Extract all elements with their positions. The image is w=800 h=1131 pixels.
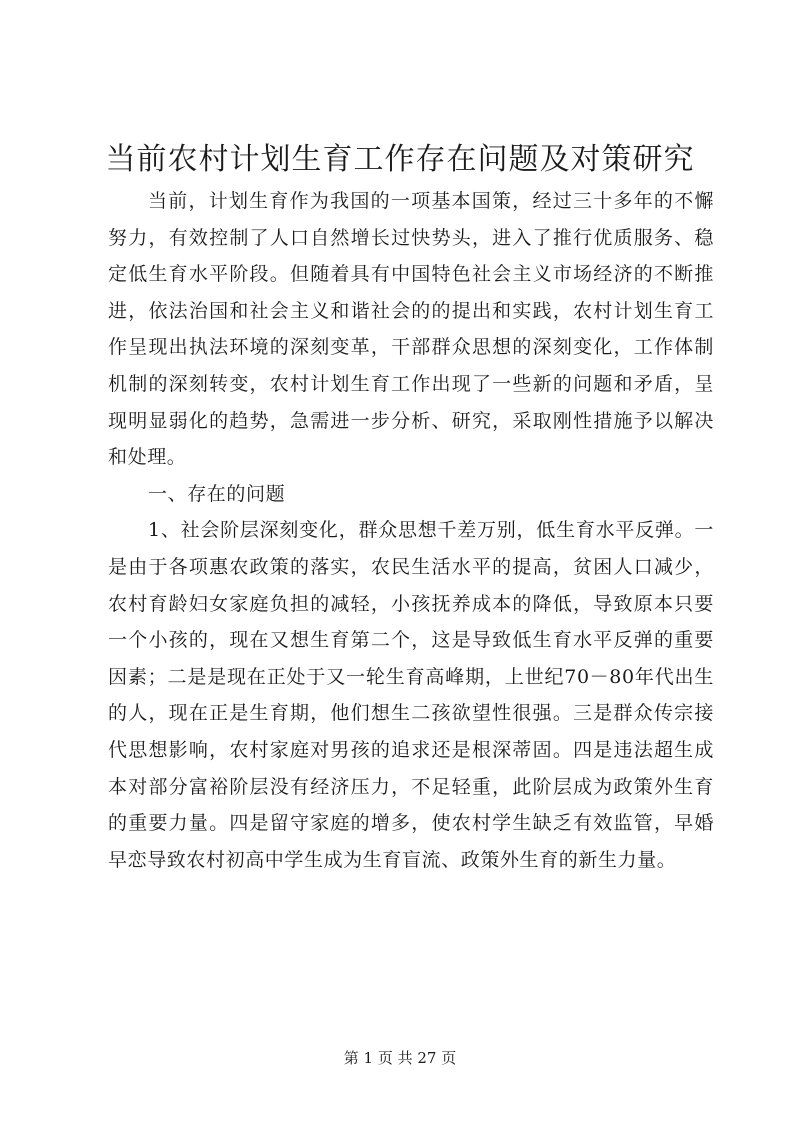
intro-paragraph: 当前，计划生育作为我国的一项基本国策，经过三十多年的不懈努力，有效控制了人口自然增长过快势头，进入了推行优质服务、稳定低生育水平阶段。但随着具有中国特色社会主义市场经济的不断推进，依法治国和社会主义和谐社会的的提出和实践，农村计划生育工作呈现出执法环境的深刻变革，干部群众思想的深刻变化，工作体制机制的深刻转变，农村计划生育工作出现了一些新的问题和矛盾，呈现明显弱化的趋势，急需进一步分析、研究，采取刚性措施予以解决和处理。 bbox=[108, 190, 714, 469]
document-title: 当前农村计划生育工作存在问题及对策研究 bbox=[105, 142, 695, 177]
page-footer: 第 1 页 共 27 页 bbox=[343, 1049, 457, 1067]
section-heading: 一、存在的问题 bbox=[148, 482, 286, 505]
document-body bbox=[108, 183, 714, 878]
body-paragraph: 1、社会阶层深刻变化，群众思想千差万别，低生育水平反弹。一是由于各项惠农政策的落实，农民生活水平的提高，贫困人口减少，农村育龄妇女家庭负担的减轻，小孩抚养成本的降低，导致原本只要一个小孩的，现在又想生育第二个，这是导致低生育水平反弹的重要因素；二是是现在正处于又一轮生育高峰期，上世纪70－80年代出生的人，现在正是生育期，他们想生二孩欲望性很强。三是群众传宗接代思想影响，农村家庭对男孩的追求还是根深蒂固。四是违法超生成本对部分富裕阶层没有经济压力，不足轻重，此阶层成为政策外生育的重要力量。四是留守家庭的增多，使农村学生缺乏有效监管，早婚早恋导致农村初高中学生成为生育盲流、政策外生育的新生力量。 bbox=[108, 519, 714, 871]
